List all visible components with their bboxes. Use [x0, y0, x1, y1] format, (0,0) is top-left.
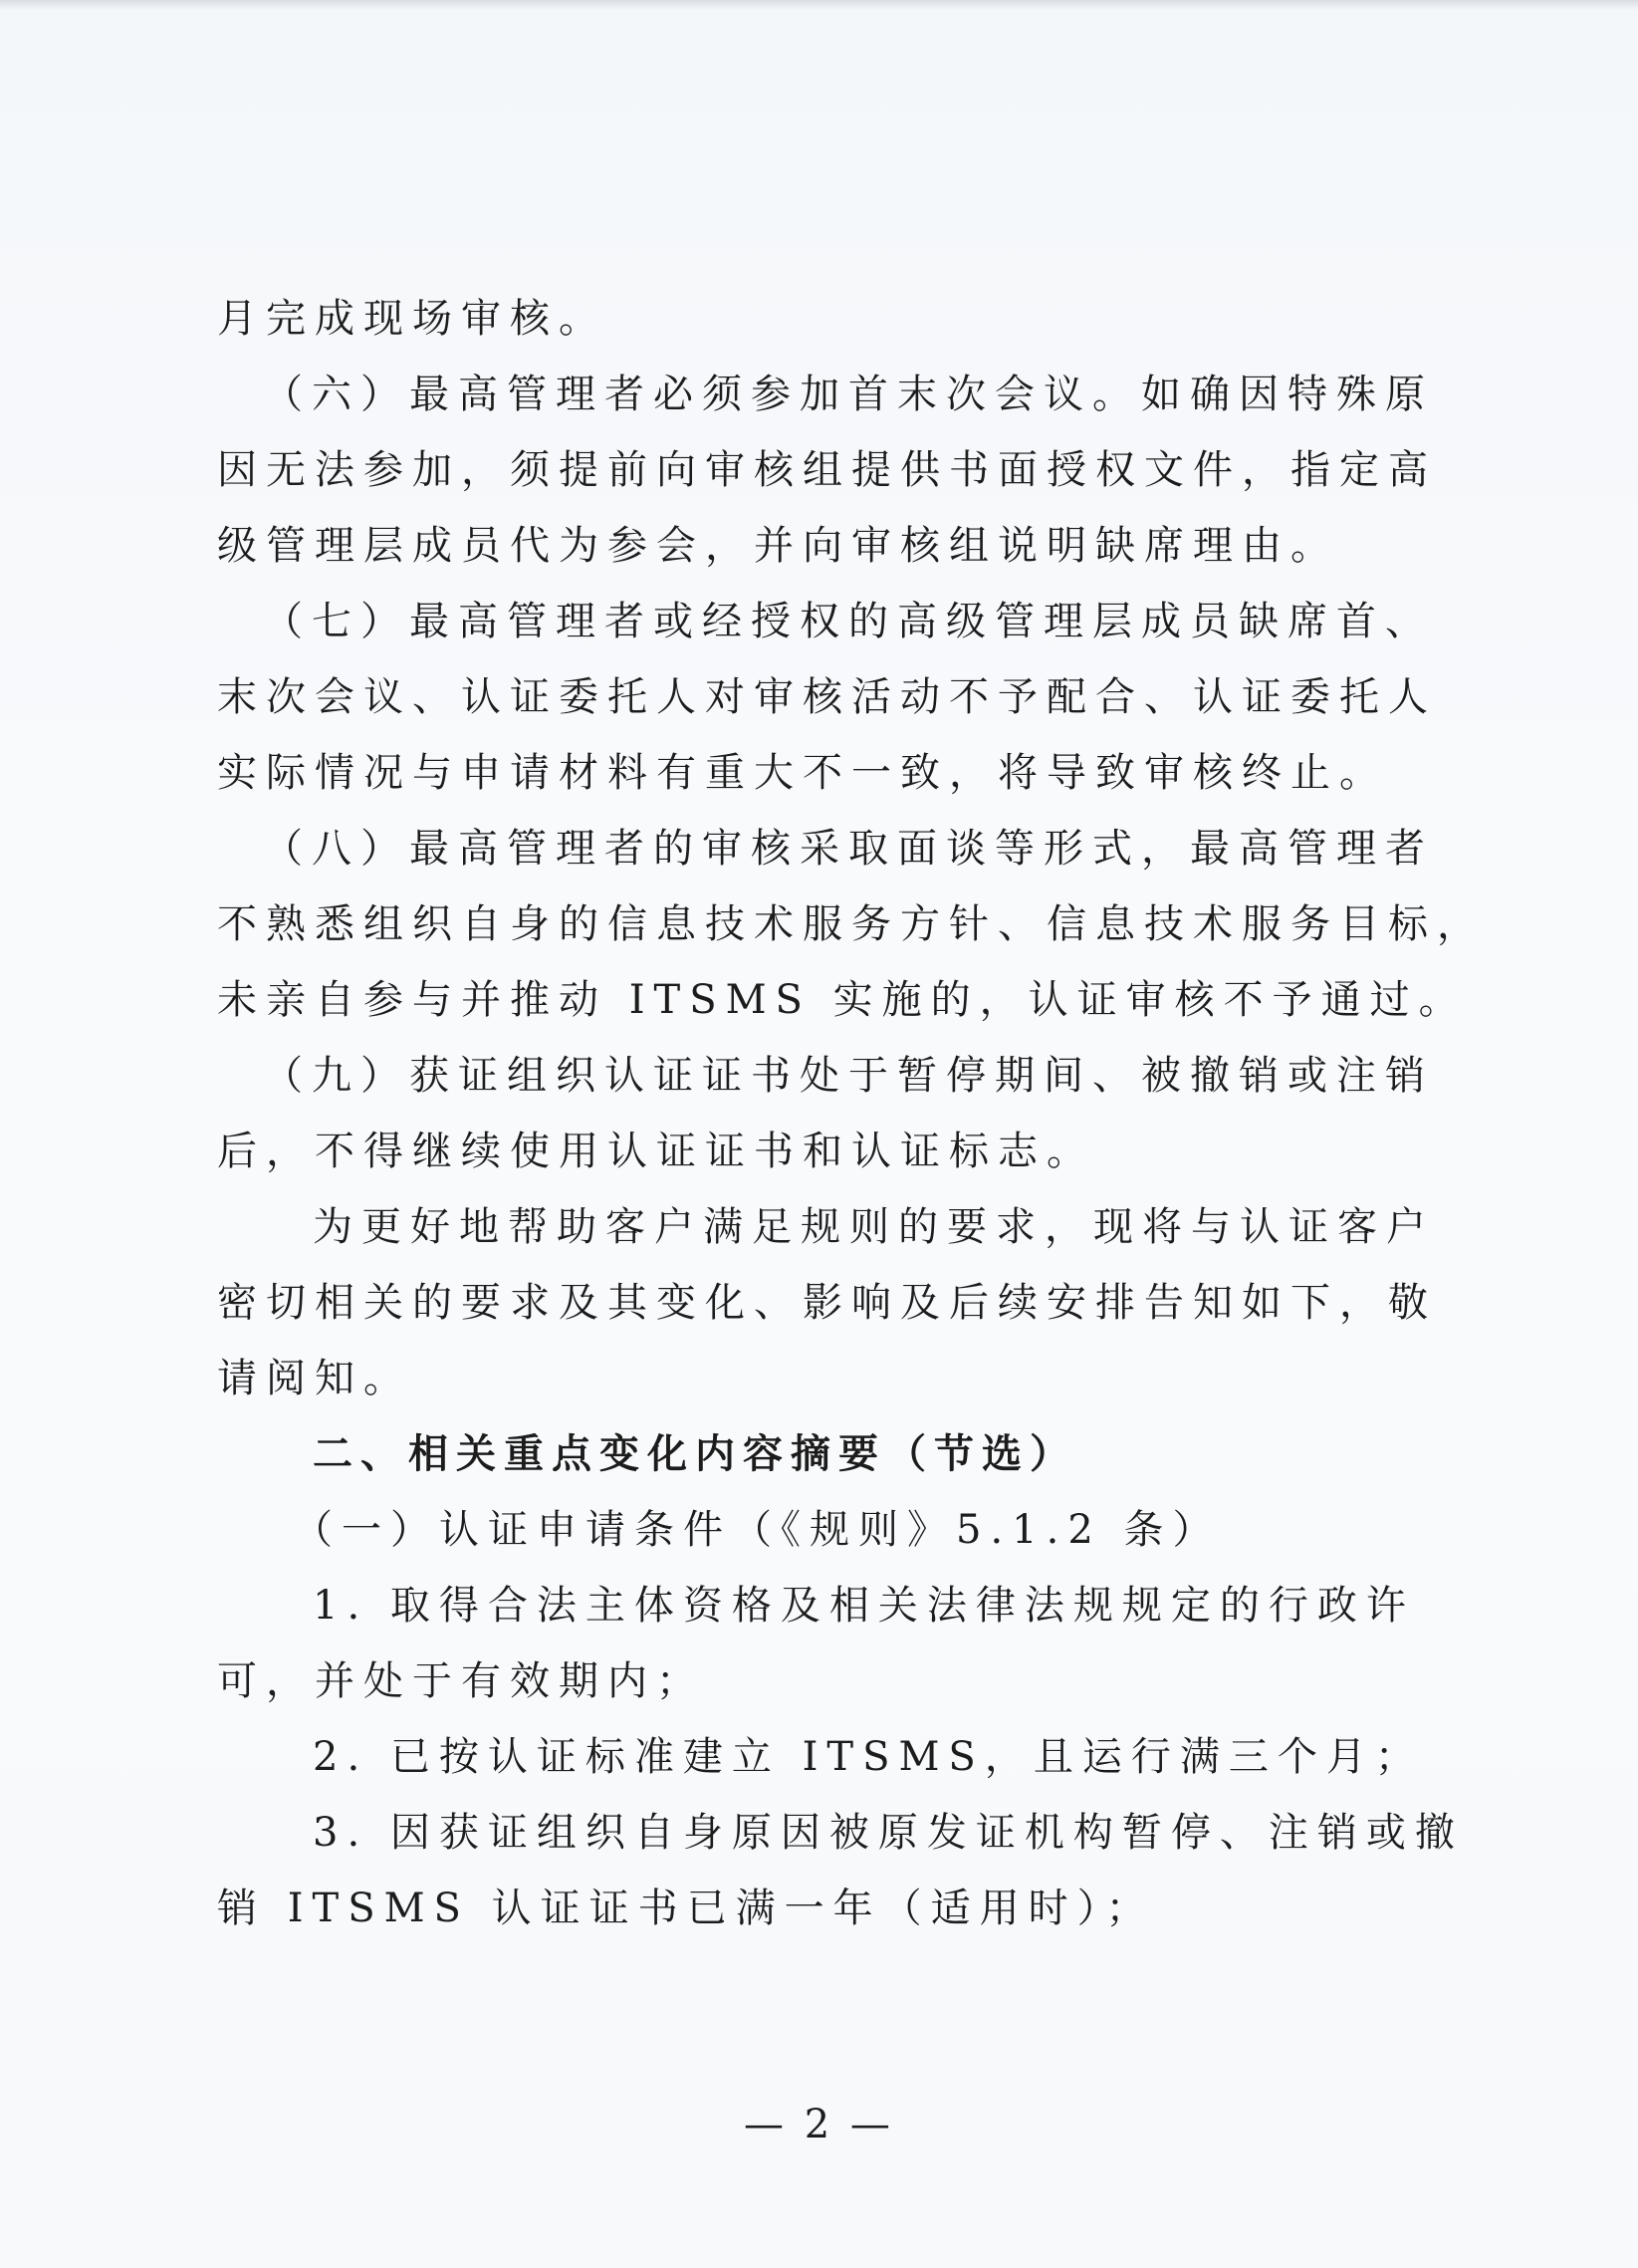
paragraph-nine-line-1: （九）获证组织认证证书处于暂停期间、被撤销或注销: [263, 1053, 1434, 1099]
item-three-line-2: 销 ITSMS 认证证书已满一年（适用时）；: [217, 1886, 1155, 1931]
page-number: — 2 —: [744, 2102, 894, 2147]
section-heading: 二、相关重点变化内容摘要（节选）: [313, 1431, 1077, 1477]
document-body: [217, 281, 1486, 1946]
paragraph-seven-line-2: 末次会议、认证委托人对审核活动不予配合、认证委托人: [217, 674, 1437, 720]
paragraph-eight-line-1: （八）最高管理者的审核采取面谈等形式，最高管理者: [263, 826, 1434, 872]
paragraph-eight-line-3: 未亲自参与并推动 ITSMS 实施的，认证审核不予通过。: [217, 977, 1468, 1023]
item-three-line-1: 3. 因获证组织自身原因被原发证机构暂停、注销或撤: [313, 1810, 1464, 1856]
intro-paragraph-line-2: 密切相关的要求及其变化、影响及后续安排告知如下，敬: [217, 1280, 1437, 1326]
intro-paragraph-line-1: 为更好地帮助客户满足规则的要求，现将与认证客户: [313, 1204, 1435, 1250]
paragraph-six-line-2: 因无法参加，须提前向审核组提供书面授权文件，指定高: [217, 447, 1437, 493]
paragraph-six-line-1: （六）最高管理者必须参加首末次会议。如确因特殊原: [263, 372, 1434, 417]
intro-paragraph-line-3: 请阅知。: [217, 1356, 412, 1401]
paragraph-eight-line-2: 不熟悉组织自身的信息技术服务方针、信息技术服务目标，: [217, 901, 1486, 947]
item-one-line-2: 可，并处于有效期内；: [217, 1658, 705, 1704]
item-one-line-1: 1. 取得合法主体资格及相关法律法规规定的行政许: [313, 1583, 1415, 1629]
paragraph-nine-line-2: 后，不得继续使用认证证书和认证标志。: [217, 1129, 1095, 1174]
subsection-heading: （一）认证申请条件（《规则》5.1.2 条）: [293, 1507, 1222, 1553]
paragraph-six-line-3: 级管理层成员代为参会，并向审核组说明缺席理由。: [217, 523, 1339, 569]
paragraph-seven-line-1: （七）最高管理者或经授权的高级管理层成员缺席首、: [263, 599, 1434, 644]
text-line: 月完成现场审核。: [217, 296, 607, 342]
scan-edge: [0, 0, 1638, 10]
item-two: 2. 已按认证标准建立 ITSMS，且运行满三个月；: [313, 1734, 1424, 1780]
paragraph-seven-line-3: 实际情况与申请材料有重大不一致，将导致审核终止。: [217, 750, 1388, 796]
